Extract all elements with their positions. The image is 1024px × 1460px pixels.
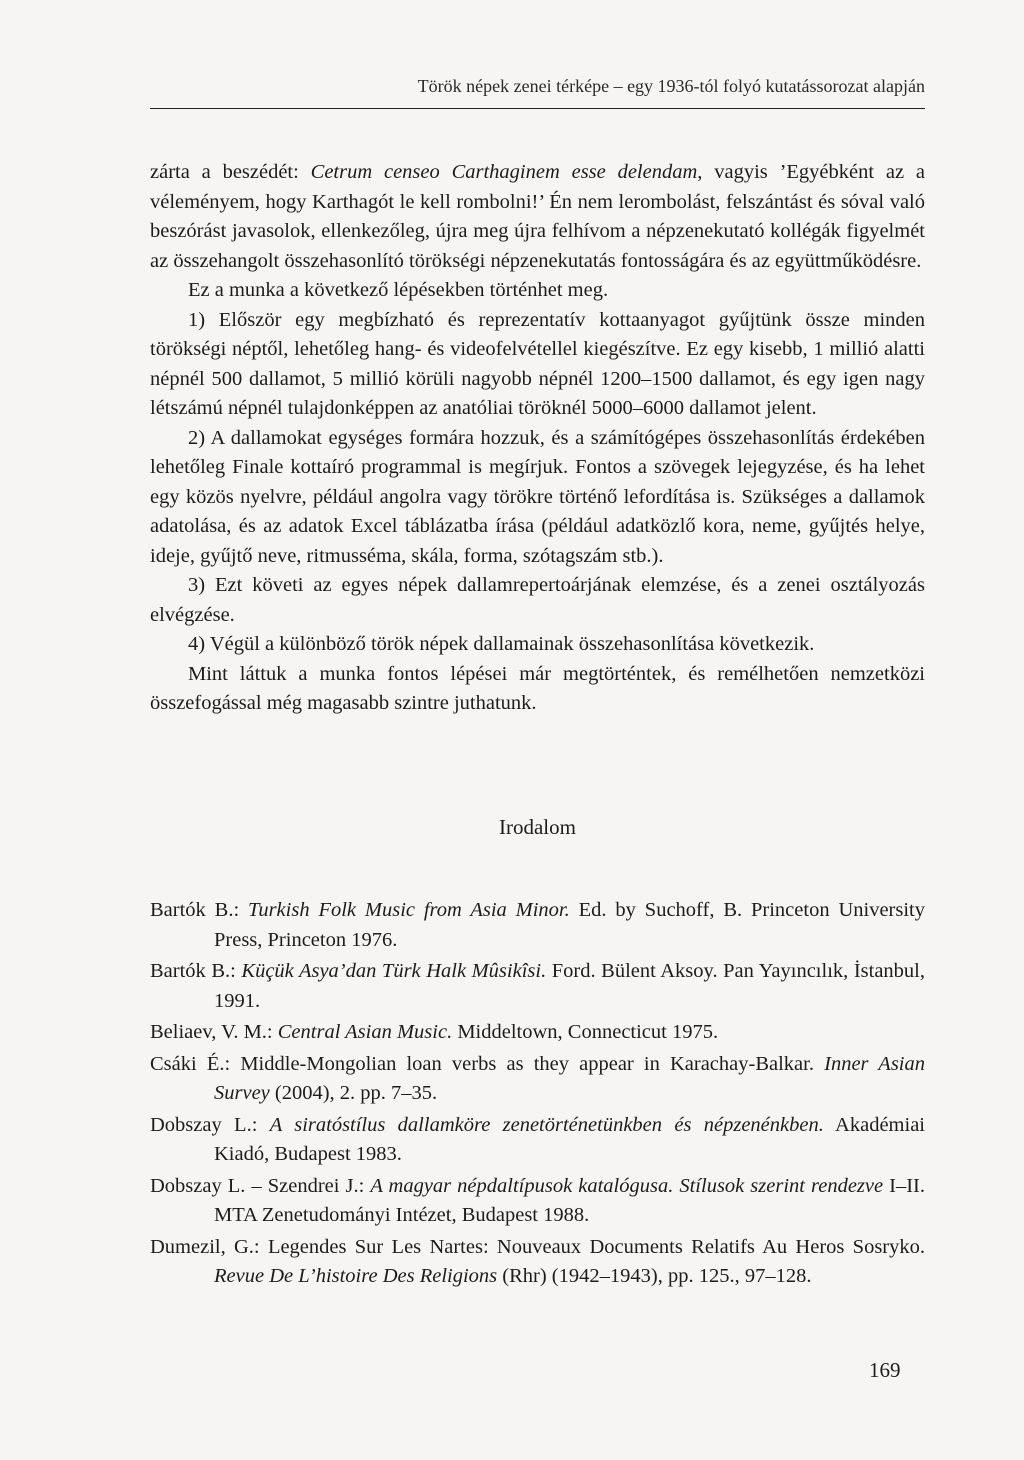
entry-details: Ford. Bülent Aksoy. Pan Yayıncılık, İstanbul, 1991. <box>214 960 925 1012</box>
entry-title: Turkish Folk Music from Asia Minor. <box>248 899 570 921</box>
bibliography-entry <box>150 1050 925 1109</box>
entry-details: I–II. MTA Zenetudományi Intézet, Budapest 1988. <box>214 1174 925 1226</box>
section-title-bibliography: Irodalom <box>499 815 576 839</box>
bibliography-entry <box>150 1111 925 1170</box>
bibliography-entry <box>150 1233 925 1292</box>
entry-title: Inner Asian Survey <box>214 1052 925 1104</box>
entry-article: Legendes Sur Les Nartes: Nouveaux Documents Relatifs Au Heros Sosryko. <box>267 1235 926 1258</box>
latin-quote: Cetrum censeo Carthaginem esse delendam <box>310 161 698 183</box>
bibliography-entry <box>150 1018 925 1048</box>
body-text <box>150 158 925 719</box>
paragraph-step-2: 2) A dallamokat egységes formára hozzuk, és a számítógépes összehasonlítás érdekében lehetőleg Finale kottaíró programmal is megírjuk. Fontos a szövegek lejegyzése, és ha lehet egy közös nyelvre, például angolra vagy törökre történő lefordítása is. Szükséges a dallamok adatolása, és az adatok Excel táblázatba írása (például adatközlő kora, neme, gyűjtés helye, ideje, gyűjtő neve, ritmusséma, skála, forma, szótagszám stb.). <box>150 426 925 567</box>
entry-details: Middeltown, Connecticut 1975. <box>452 1021 719 1043</box>
bibliography-entry <box>150 896 925 955</box>
entry-author: Dobszay L. – Szendrei J.: <box>150 1174 371 1197</box>
paragraph-intro-rest: , vagyis ’Egyébként az a véleményem, hogy Karthagót le kell rombolni!’ Én nem lerombolást, felszántást és sóval való beszórást javasolok, ellenkezőleg, újra meg újra felhívom a népzenekutató kollégák figyelmét az összehangolt összehasonlító törökségi népzenekutatás fontosságára és az együttműködésre. <box>150 161 926 272</box>
paragraph-conclusion: Mint láttuk a munka fontos lépései már megtörténtek, és remélhetően nemzetközi összefogással még magasabb szintre juthatunk. <box>150 662 925 714</box>
entry-details: Akadémiai Kiadó, Budapest 1983. <box>214 1113 925 1165</box>
entry-title: Central Asian Music. <box>277 1021 453 1043</box>
bibliography-entry <box>150 957 925 1016</box>
header-rule <box>150 108 925 109</box>
entry-details: Ed. by Suchoff, B. Princeton University Press, Princeton 1976. <box>214 899 925 951</box>
entry-details: (Rhr) (1942–1943), pp. 125., 97–128. <box>497 1265 812 1287</box>
entry-author: Csáki É.: <box>150 1052 241 1075</box>
entry-title: A magyar népdaltípusok katalógusa. Stílusok szerint rendezve <box>370 1174 884 1197</box>
entry-author: Dumezil, G.: <box>150 1235 268 1258</box>
entry-author: Bartók B.: <box>150 960 242 982</box>
bibliography-entry <box>150 1172 925 1231</box>
paragraph-steps-intro: Ez a munka a következő lépésekben történhet meg. <box>188 279 609 301</box>
entry-details: (2004), 2. pp. 7–35. <box>269 1082 438 1104</box>
paragraph-intro <box>150 158 925 276</box>
entry-article: Middle-Mongolian loan verbs as they appear in Karachay-Balkar. <box>240 1052 825 1075</box>
paragraph-step-1: 1) Először egy megbízható és reprezentatív kottaanyagot gyűjtünk össze minden törökségi néptől, lehetőleg hang- és videofelvétellel kiegészítve. Ez egy kisebb, 1 millió alatti népnél 500 dallamot, 5 millió körüli nagyobb népnél 1200–1500 dallamot, és egy igen nagy létszámú népnél tulajdonképpen az anatóliai töröknél 5000–6000 dallamot jelent. <box>150 308 925 419</box>
bibliography-list <box>150 896 925 1294</box>
paragraph-intro-start: zárta a beszédét: <box>150 161 311 183</box>
running-head: Török népek zenei térképe – egy 1936-tól folyó kutatássorozat alapján <box>417 76 925 96</box>
paragraph-step-3: 3) Ezt követi az egyes népek dallamrepertoárjának elemzése, és a zenei osztályozás elvégzése. <box>150 574 925 626</box>
entry-title: Revue De L’histoire Des Religions <box>214 1265 498 1287</box>
entry-author: Beliaev, V. M.: <box>150 1021 278 1043</box>
entry-title: Küçük Asya’dan Türk Halk Mûsikîsi. <box>241 960 547 982</box>
entry-author: Bartók B.: <box>150 899 249 921</box>
entry-title: A siratóstílus dallamköre zenetörténetünkben és népzenénkben. <box>269 1113 824 1136</box>
page-number: 169 <box>869 1358 901 1382</box>
entry-author: Dobszay L.: <box>150 1113 270 1136</box>
paragraph-step-4: 4) Végül a különböző török népek dallamainak összehasonlítása következik. <box>188 633 815 655</box>
